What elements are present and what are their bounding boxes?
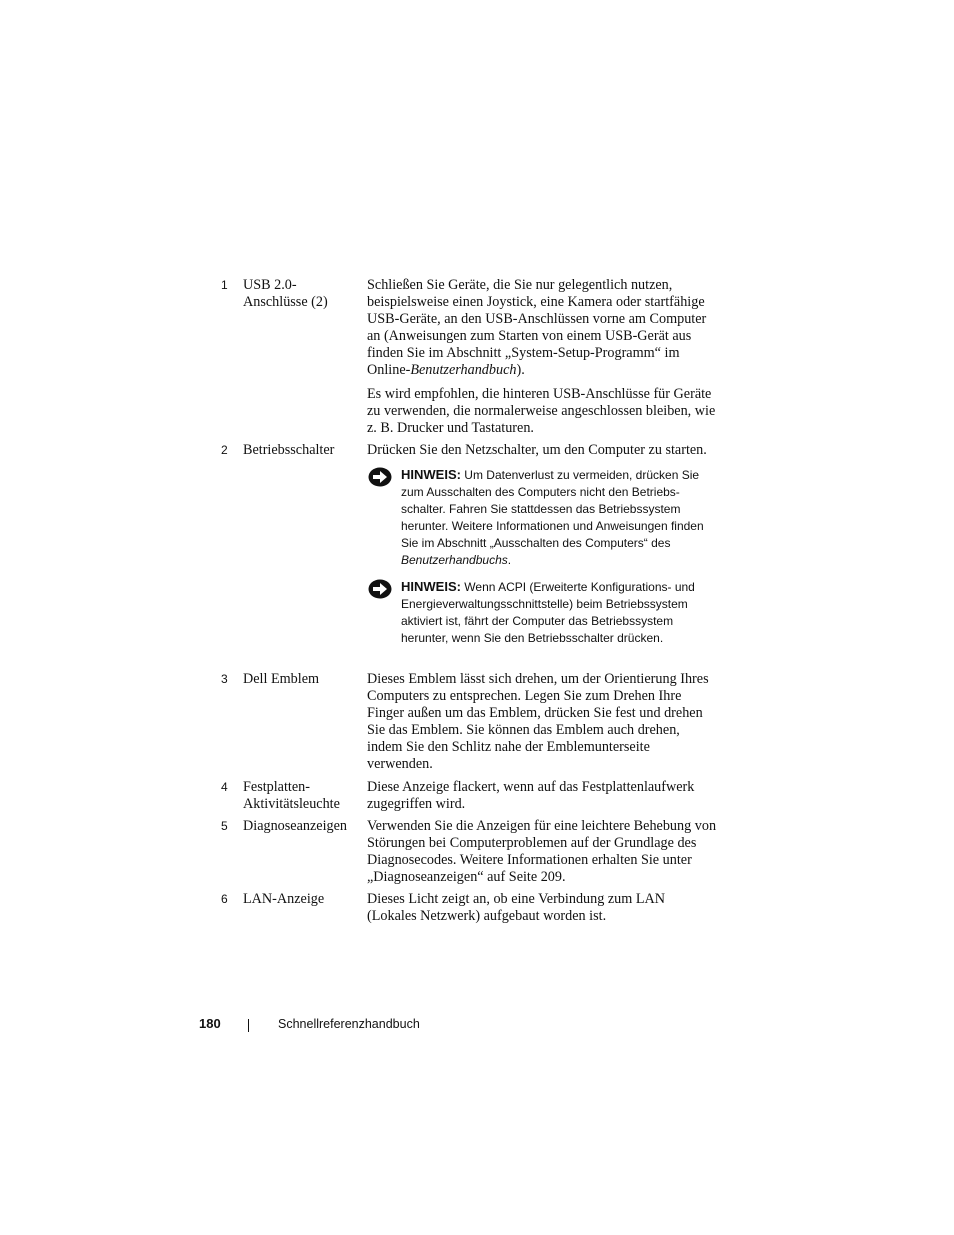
item-label: Diagnoseanzeigen (243, 818, 347, 834)
item-label: Betriebsschalter (243, 442, 335, 458)
notice-box: HINWEIS: Wenn ACPI (Erweiterte Konfigurations- und Energieverwaltungsschnittstelle) beim Betriebssystem aktiviert ist, fährt der Computer das Betriebssystem herunter, wenn Sie den Betriebsschalter drücken. (367, 578, 717, 647)
item-description (367, 277, 717, 444)
notice-arrow-icon (368, 467, 392, 487)
page-footer (0, 1015, 954, 1035)
item-label: LAN-Anzeige (243, 891, 325, 907)
footer-divider (248, 1019, 249, 1032)
item-label: Festplatten- Aktivitätsleuchte (243, 779, 340, 812)
item-number: 3 (221, 672, 228, 686)
item-number: 6 (221, 892, 228, 906)
footer-title: Schnellreferenzhandbuch (278, 1017, 420, 1031)
description-paragraph: Schließen Sie Geräte, die Sie nur gelegentlich nutzen, beispielsweise einen Joystick, eine Kamera oder startfähige USB-Geräte, an den USB-Anschlüssen vorne am Computer an (Anweisungen zum Starten von einem USB-Gerät aus finden Sie im Abschnitt „System-Setup-Programm“ im Online-Benutzerhandbuch). (367, 277, 707, 378)
item-label: Dell Emblem (243, 671, 320, 687)
description-paragraph: Verwenden Sie die Anzeigen für eine leichtere Behebung von Störungen bei Computerproblemen auf der Grundlage des Diagnosecodes. Weitere Informationen erhalten Sie unter „Diagnoseanzeigen“ auf Seite 209. (367, 818, 717, 885)
notice-heading: HINWEIS: (401, 579, 461, 594)
notice-arrow-icon (368, 579, 392, 599)
description-paragraph: Dieses Licht zeigt an, ob eine Verbindung zum LAN (Lokales Netzwerk) aufgebaut worden ist. (367, 891, 665, 924)
item-description (367, 779, 717, 820)
notice-heading: HINWEIS: (401, 467, 461, 482)
item-number: 2 (221, 443, 228, 457)
item-description (367, 671, 717, 780)
description-paragraph: Diese Anzeige flackert, wenn auf das Festplattenlaufwerk zugegriffen wird. (367, 779, 695, 812)
description-paragraph: Es wird empfohlen, die hinteren USB-Anschlüsse für Geräte zu verwenden, die normalerweise angeschlossen bleiben, wie z. B. Drucker und Tastaturen. (367, 386, 716, 436)
item-description (367, 818, 717, 893)
item-number: 4 (221, 780, 228, 794)
description-paragraph: Dieses Emblem lässt sich drehen, um der Orientierung Ihres Computers zu entsprechen. Legen Sie zum Drehen Ihre Finger außen um das Emblem, drücken Sie fest und drehen Sie das Emblem. Sie können das Emblem auch drehen, indem Sie den Schlitz nahe der Emblemunterseite verwenden. (367, 671, 709, 772)
description-paragraph: Drücken Sie den Netzschalter, um den Computer zu starten. (367, 442, 707, 458)
item-label: USB 2.0- Anschlüsse (2) (243, 277, 328, 310)
item-number: 1 (221, 278, 228, 292)
item-description (367, 891, 717, 932)
item-description (367, 442, 717, 656)
item-number: 5 (221, 819, 228, 833)
notice-box: HINWEIS: Um Datenverlust zu vermeiden, drücken Sie zum Ausschalten des Computers nicht den Betriebs-schalter. Fahren Sie stattdessen das Betriebssystem herunter. Weitere Informationen und Anweisungen finden Sie im Abschnitt „Ausschalten des Computers“ des Benutzerhandbuchs. (367, 466, 717, 569)
page-number: 180 (199, 1016, 221, 1031)
